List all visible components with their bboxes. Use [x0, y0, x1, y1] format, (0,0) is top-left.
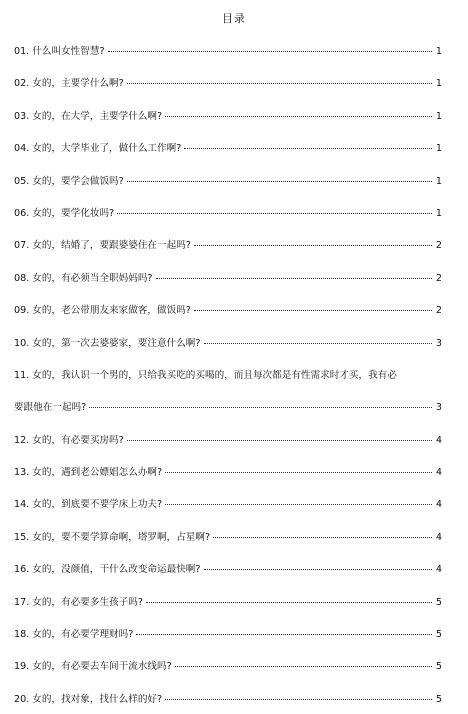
toc-entry-10[interactable]: [14, 326, 442, 358]
toc-page-number: 4: [435, 531, 442, 543]
toc-entry-text-continued: 要跟他在一起吗?: [14, 402, 87, 414]
toc-entry-08[interactable]: [14, 261, 442, 293]
toc-line: [14, 205, 442, 219]
toc-entry-02[interactable]: [14, 66, 442, 98]
toc-entry-14[interactable]: [14, 487, 442, 519]
toc-line: [14, 173, 442, 187]
toc-page-number: 1: [435, 143, 442, 155]
toc-page-number: 3: [435, 402, 442, 414]
dot-leader: [165, 472, 432, 473]
toc-page-number: 4: [435, 564, 442, 576]
toc-line: [14, 302, 442, 316]
toc-page-number: 1: [435, 110, 442, 122]
toc-line: [14, 529, 442, 543]
toc-page-number: 2: [435, 272, 442, 284]
toc-entry-20[interactable]: [14, 682, 442, 714]
dot-leader: [175, 666, 432, 667]
toc-line: [14, 237, 442, 251]
toc-page-number: 4: [435, 467, 442, 479]
toc-entry-text: 03. 女的，在大学，主要学什么啊?: [14, 110, 163, 122]
toc-entry-19[interactable]: [14, 649, 442, 681]
toc-entry-06[interactable]: [14, 196, 442, 228]
toc-entry-07[interactable]: [14, 228, 442, 260]
toc-page-number: 2: [435, 240, 442, 252]
toc-line: [14, 561, 442, 575]
dot-leader: [165, 699, 432, 700]
dot-leader: [127, 83, 432, 84]
toc-entry-text: 15. 女的，要不要学算命啊，塔罗啊，占星啊?: [14, 531, 211, 543]
dot-leader: [165, 504, 432, 505]
toc-entry-text: 07. 女的，结婚了，要跟婆婆住在一起吗?: [14, 240, 191, 252]
toc-line: [14, 335, 442, 349]
dot-leader: [204, 343, 432, 344]
toc-page-number: 2: [435, 305, 442, 317]
toc-entry-text: 11. 女的，我认识一个男的，只给我买吃的买喝的，而且每次都是有性需求时才买，我有必: [14, 369, 397, 381]
toc-page-number: 1: [435, 46, 442, 57]
dot-leader: [194, 245, 432, 246]
dot-leader: [89, 407, 432, 408]
toc-entry-text: 02. 女的，主要学什么啊?: [14, 78, 124, 90]
toc-entry-text: 14. 女的，到底要不要学床上功夫?: [14, 499, 163, 511]
toc-page-number: 1: [435, 78, 442, 90]
toc-page-number: 4: [435, 499, 442, 511]
dot-leader: [136, 634, 432, 635]
toc-page-number: 5: [435, 661, 442, 673]
toc-title: 目录: [222, 12, 246, 25]
toc-entry-04[interactable]: [14, 131, 442, 163]
toc-entry-12[interactable]: [14, 423, 442, 455]
dot-leader: [146, 602, 432, 603]
toc-line: [14, 140, 442, 154]
toc-entry-text: 04. 女的，大学毕业了，做什么工作啊?: [14, 143, 182, 155]
toc-entry-text: 08. 女的，有必须当全职妈妈吗?: [14, 272, 153, 284]
toc-line: [14, 432, 442, 446]
toc-entry-text: 13. 女的，遇到老公嫖娼怎么办啊?: [14, 467, 163, 479]
toc-entry-text: 09. 女的，老公带朋友来家做客，做饭吗?: [14, 305, 191, 317]
toc-page-number: 5: [435, 596, 442, 608]
dot-leader: [117, 213, 432, 214]
dot-leader: [184, 148, 432, 149]
toc-line: [14, 658, 442, 672]
dot-leader: [194, 310, 432, 311]
toc-entry-text: 16. 女的，没颜值，干什么改变命运最快啊?: [14, 564, 201, 576]
toc-entry-18[interactable]: [14, 617, 442, 649]
toc-entry-text: 20. 女的，找对象，找什么样的好?: [14, 693, 163, 705]
toc-page-number: 5: [435, 693, 442, 705]
dot-leader: [108, 51, 432, 52]
toc-entry-17[interactable]: [14, 585, 442, 617]
toc-entry-text: 12. 女的，有必要买房吗?: [14, 434, 124, 446]
toc-line: [14, 496, 442, 510]
toc-line: [14, 43, 442, 57]
dot-leader: [127, 181, 432, 182]
toc-entry-text: 19. 女的，有必要去车间干流水线吗?: [14, 661, 172, 673]
toc-entry-text: 06. 女的，要学化妆吗?: [14, 207, 115, 219]
toc-line: [14, 594, 442, 608]
dot-leader: [204, 569, 432, 570]
dot-leader: [156, 278, 432, 279]
toc-entry-09[interactable]: [14, 293, 442, 325]
toc-entry-15[interactable]: [14, 520, 442, 552]
toc-page-number: 5: [435, 629, 442, 641]
toc-entry-03[interactable]: [14, 99, 442, 131]
toc-line: [14, 75, 442, 89]
toc-page-number: 1: [435, 207, 442, 219]
toc-entry-01[interactable]: [14, 34, 442, 66]
toc-page-number: 3: [435, 337, 442, 349]
toc-entry-text: 01. 什么叫女性智慧?: [14, 46, 105, 57]
toc-entry-text: 17. 女的，有必要多生孩子吗?: [14, 596, 143, 608]
toc-page-number: 1: [435, 175, 442, 187]
toc-line: [14, 626, 442, 640]
toc-entry-11[interactable]: [14, 358, 442, 423]
toc-page-number: 4: [435, 434, 442, 446]
toc-entry-13[interactable]: [14, 455, 442, 487]
toc-line: [14, 108, 442, 122]
toc-line: [14, 464, 442, 478]
toc-entry-text: 18. 女的，有必要学理财吗?: [14, 629, 134, 641]
toc-line: [14, 270, 442, 284]
toc-line: [14, 399, 442, 413]
dot-leader: [213, 537, 432, 538]
toc-entry-05[interactable]: [14, 164, 442, 196]
dot-leader: [127, 440, 432, 441]
toc-entry-16[interactable]: [14, 552, 442, 584]
toc-list: [14, 34, 442, 714]
toc-entry-text: 05. 女的，要学会做饭吗?: [14, 175, 124, 187]
dot-leader: [165, 116, 432, 117]
toc-entry-text: 10. 女的，第一次去婆婆家，要注意什么啊?: [14, 337, 201, 349]
